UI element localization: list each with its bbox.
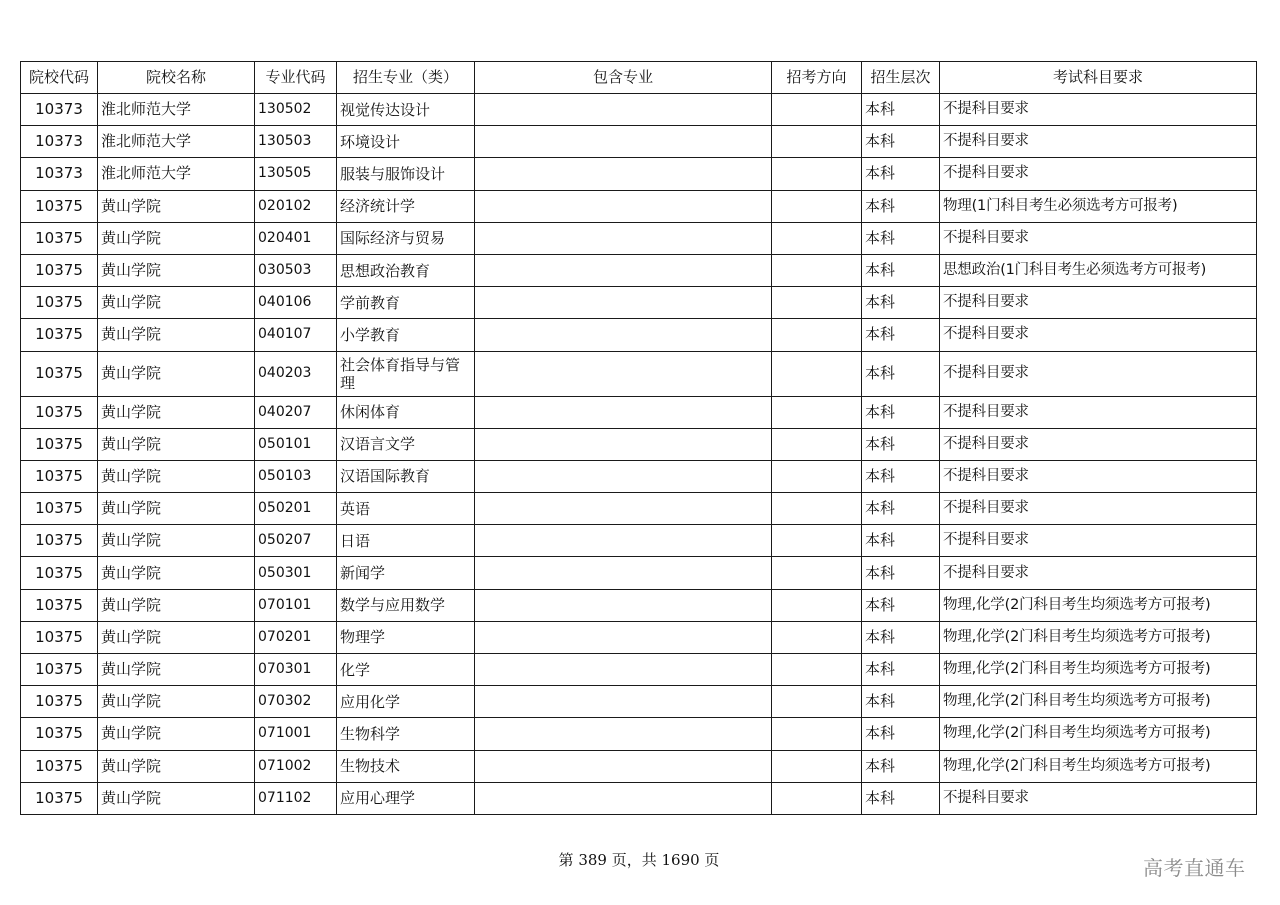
school-code-cell: 10375 <box>21 396 98 428</box>
direction-cell <box>772 782 862 814</box>
school-name-cell: 黄山学院 <box>98 396 255 428</box>
subject-requirement-cell: 不提科目要求 <box>940 782 1257 814</box>
table-row <box>21 718 1257 750</box>
school-code-cell: 10375 <box>21 654 98 686</box>
level-cell: 本科 <box>862 351 940 396</box>
school-code-cell: 10373 <box>21 126 98 158</box>
subject-requirement-cell: 物理,化学(2门科目考生均须选考方可报考) <box>940 621 1257 653</box>
direction-cell <box>772 589 862 621</box>
direction-cell <box>772 493 862 525</box>
major-name-cell: 休闲体育 <box>337 396 475 428</box>
major-name-cell: 数学与应用数学 <box>337 589 475 621</box>
major-name-cell: 汉语国际教育 <box>337 460 475 492</box>
table-row <box>21 351 1257 396</box>
included-majors-cell <box>475 222 772 254</box>
school-code-cell: 10375 <box>21 287 98 319</box>
school-name-cell: 黄山学院 <box>98 589 255 621</box>
direction-cell <box>772 351 862 396</box>
level-cell: 本科 <box>862 158 940 190</box>
table-row <box>21 158 1257 190</box>
level-cell: 本科 <box>862 222 940 254</box>
direction-cell <box>772 126 862 158</box>
table-row <box>21 190 1257 222</box>
direction-cell <box>772 222 862 254</box>
major-name-cell: 国际经济与贸易 <box>337 222 475 254</box>
major-code-cell: 020102 <box>255 190 337 222</box>
included-majors-cell <box>475 94 772 126</box>
major-code-cell: 071001 <box>255 718 337 750</box>
table-body <box>21 94 1257 815</box>
subject-requirement-cell: 不提科目要求 <box>940 396 1257 428</box>
major-code-cell: 050101 <box>255 428 337 460</box>
subject-requirement-cell: 不提科目要求 <box>940 319 1257 351</box>
included-majors-cell <box>475 319 772 351</box>
direction-cell <box>772 94 862 126</box>
major-code-cell: 130505 <box>255 158 337 190</box>
major-code-cell: 050201 <box>255 493 337 525</box>
school-name-cell: 黄山学院 <box>98 493 255 525</box>
included-majors-cell <box>475 126 772 158</box>
major-name-cell: 英语 <box>337 493 475 525</box>
header-subject-requirement: 考试科目要求 <box>940 62 1257 94</box>
school-name-cell: 黄山学院 <box>98 254 255 286</box>
subject-requirement-cell: 物理(1门科目考生必须选考方可报考) <box>940 190 1257 222</box>
included-majors-cell <box>475 493 772 525</box>
table-row <box>21 493 1257 525</box>
header-included-majors: 包含专业 <box>475 62 772 94</box>
level-cell: 本科 <box>862 557 940 589</box>
subject-requirement-cell: 不提科目要求 <box>940 557 1257 589</box>
included-majors-cell <box>475 718 772 750</box>
school-code-cell: 10375 <box>21 686 98 718</box>
school-code-cell: 10375 <box>21 782 98 814</box>
school-name-cell: 黄山学院 <box>98 351 255 396</box>
school-code-cell: 10375 <box>21 190 98 222</box>
major-code-cell: 050301 <box>255 557 337 589</box>
direction-cell <box>772 254 862 286</box>
school-code-cell: 10375 <box>21 589 98 621</box>
subject-requirement-cell: 不提科目要求 <box>940 126 1257 158</box>
level-cell: 本科 <box>862 396 940 428</box>
table-row <box>21 525 1257 557</box>
direction-cell <box>772 460 862 492</box>
school-name-cell: 黄山学院 <box>98 319 255 351</box>
level-cell: 本科 <box>862 750 940 782</box>
table-row <box>21 287 1257 319</box>
major-code-cell: 030503 <box>255 254 337 286</box>
level-cell: 本科 <box>862 718 940 750</box>
level-cell: 本科 <box>862 460 940 492</box>
subject-requirement-cell: 不提科目要求 <box>940 493 1257 525</box>
major-name-cell: 物理学 <box>337 621 475 653</box>
level-cell: 本科 <box>862 525 940 557</box>
table-row <box>21 589 1257 621</box>
table-row <box>21 782 1257 814</box>
included-majors-cell <box>475 351 772 396</box>
table-row <box>21 686 1257 718</box>
school-code-cell: 10375 <box>21 351 98 396</box>
major-name-cell: 新闻学 <box>337 557 475 589</box>
table-row <box>21 654 1257 686</box>
included-majors-cell <box>475 621 772 653</box>
direction-cell <box>772 718 862 750</box>
level-cell: 本科 <box>862 190 940 222</box>
subject-requirement-cell: 不提科目要求 <box>940 525 1257 557</box>
page-number: 第 389 页，共 1690 页 <box>558 851 720 869</box>
subject-requirement-cell: 物理,化学(2门科目考生均须选考方可报考) <box>940 654 1257 686</box>
header-major-code: 专业代码 <box>255 62 337 94</box>
school-code-cell: 10375 <box>21 319 98 351</box>
subject-requirement-cell: 物理,化学(2门科目考生均须选考方可报考) <box>940 589 1257 621</box>
included-majors-cell <box>475 589 772 621</box>
major-name-cell: 服装与服饰设计 <box>337 158 475 190</box>
subject-requirement-cell: 不提科目要求 <box>940 351 1257 396</box>
subject-requirement-cell: 不提科目要求 <box>940 94 1257 126</box>
header-level: 招生层次 <box>862 62 940 94</box>
major-code-cell: 070101 <box>255 589 337 621</box>
major-code-cell: 070201 <box>255 621 337 653</box>
table-row <box>21 750 1257 782</box>
major-code-cell: 071102 <box>255 782 337 814</box>
school-code-cell: 10375 <box>21 222 98 254</box>
major-name-cell: 思想政治教育 <box>337 254 475 286</box>
header-school-code: 院校代码 <box>21 62 98 94</box>
school-name-cell: 黄山学院 <box>98 654 255 686</box>
school-name-cell: 黄山学院 <box>98 750 255 782</box>
table-row <box>21 621 1257 653</box>
level-cell: 本科 <box>862 654 940 686</box>
school-code-cell: 10375 <box>21 428 98 460</box>
major-code-cell: 050103 <box>255 460 337 492</box>
school-name-cell: 黄山学院 <box>98 525 255 557</box>
subject-requirement-cell: 物理,化学(2门科目考生均须选考方可报考) <box>940 718 1257 750</box>
direction-cell <box>772 750 862 782</box>
school-name-cell: 黄山学院 <box>98 222 255 254</box>
table-row <box>21 126 1257 158</box>
subject-requirement-cell: 不提科目要求 <box>940 287 1257 319</box>
direction-cell <box>772 557 862 589</box>
major-name-cell: 环境设计 <box>337 126 475 158</box>
direction-cell <box>772 190 862 222</box>
table-row <box>21 254 1257 286</box>
subject-requirement-cell: 不提科目要求 <box>940 428 1257 460</box>
included-majors-cell <box>475 654 772 686</box>
school-name-cell: 淮北师范大学 <box>98 94 255 126</box>
level-cell: 本科 <box>862 254 940 286</box>
level-cell: 本科 <box>862 126 940 158</box>
direction-cell <box>772 287 862 319</box>
level-cell: 本科 <box>862 493 940 525</box>
header-major-name: 招生专业（类） <box>337 62 475 94</box>
school-code-cell: 10375 <box>21 460 98 492</box>
header-row <box>21 62 1257 94</box>
major-code-cell: 071002 <box>255 750 337 782</box>
level-cell: 本科 <box>862 319 940 351</box>
major-code-cell: 070301 <box>255 654 337 686</box>
school-name-cell: 黄山学院 <box>98 621 255 653</box>
school-name-cell: 黄山学院 <box>98 686 255 718</box>
table-row <box>21 222 1257 254</box>
school-code-cell: 10375 <box>21 557 98 589</box>
school-name-cell: 淮北师范大学 <box>98 158 255 190</box>
school-name-cell: 黄山学院 <box>98 782 255 814</box>
major-code-cell: 040203 <box>255 351 337 396</box>
major-name-cell: 汉语言文学 <box>337 428 475 460</box>
included-majors-cell <box>475 750 772 782</box>
subject-requirement-cell: 不提科目要求 <box>940 460 1257 492</box>
table-row <box>21 428 1257 460</box>
major-name-cell: 生物技术 <box>337 750 475 782</box>
school-name-cell: 黄山学院 <box>98 428 255 460</box>
direction-cell <box>772 621 862 653</box>
school-name-cell: 黄山学院 <box>98 190 255 222</box>
included-majors-cell <box>475 158 772 190</box>
level-cell: 本科 <box>862 428 940 460</box>
major-name-cell: 小学教育 <box>337 319 475 351</box>
included-majors-cell <box>475 525 772 557</box>
subject-requirement-cell: 不提科目要求 <box>940 158 1257 190</box>
included-majors-cell <box>475 287 772 319</box>
major-code-cell: 020401 <box>255 222 337 254</box>
table-row <box>21 319 1257 351</box>
school-code-cell: 10375 <box>21 493 98 525</box>
table-row <box>21 460 1257 492</box>
school-name-cell: 黄山学院 <box>98 718 255 750</box>
school-code-cell: 10373 <box>21 94 98 126</box>
direction-cell <box>772 654 862 686</box>
major-code-cell: 040106 <box>255 287 337 319</box>
watermark-text: 高考直通车 <box>1143 856 1246 880</box>
major-code-cell: 040107 <box>255 319 337 351</box>
major-name-cell: 社会体育指导与管理 <box>337 351 475 396</box>
included-majors-cell <box>475 782 772 814</box>
subject-requirement-cell: 不提科目要求 <box>940 222 1257 254</box>
direction-cell <box>772 158 862 190</box>
major-name-cell: 视觉传达设计 <box>337 94 475 126</box>
header-school-name: 院校名称 <box>98 62 255 94</box>
included-majors-cell <box>475 428 772 460</box>
included-majors-cell <box>475 190 772 222</box>
school-code-cell: 10375 <box>21 750 98 782</box>
level-cell: 本科 <box>862 621 940 653</box>
subject-requirement-cell: 物理,化学(2门科目考生均须选考方可报考) <box>940 750 1257 782</box>
subject-requirement-cell: 物理,化学(2门科目考生均须选考方可报考) <box>940 686 1257 718</box>
school-name-cell: 黄山学院 <box>98 287 255 319</box>
included-majors-cell <box>475 460 772 492</box>
level-cell: 本科 <box>862 94 940 126</box>
included-majors-cell <box>475 396 772 428</box>
major-name-cell: 生物科学 <box>337 718 475 750</box>
school-code-cell: 10373 <box>21 158 98 190</box>
subject-requirement-cell: 思想政治(1门科目考生必须选考方可报考) <box>940 254 1257 286</box>
table-row <box>21 94 1257 126</box>
major-name-cell: 日语 <box>337 525 475 557</box>
major-name-cell: 应用化学 <box>337 686 475 718</box>
school-code-cell: 10375 <box>21 254 98 286</box>
school-code-cell: 10375 <box>21 621 98 653</box>
major-name-cell: 经济统计学 <box>337 190 475 222</box>
direction-cell <box>772 428 862 460</box>
major-code-cell: 130502 <box>255 94 337 126</box>
direction-cell <box>772 525 862 557</box>
school-code-cell: 10375 <box>21 718 98 750</box>
header-direction: 招考方向 <box>772 62 862 94</box>
major-code-cell: 040207 <box>255 396 337 428</box>
major-code-cell: 050207 <box>255 525 337 557</box>
school-code-cell: 10375 <box>21 525 98 557</box>
level-cell: 本科 <box>862 589 940 621</box>
table-row <box>21 396 1257 428</box>
school-name-cell: 黄山学院 <box>98 557 255 589</box>
major-name-cell: 学前教育 <box>337 287 475 319</box>
included-majors-cell <box>475 557 772 589</box>
admission-table <box>20 61 1257 815</box>
direction-cell <box>772 686 862 718</box>
level-cell: 本科 <box>862 686 940 718</box>
direction-cell <box>772 319 862 351</box>
school-name-cell: 淮北师范大学 <box>98 126 255 158</box>
school-name-cell: 黄山学院 <box>98 460 255 492</box>
major-code-cell: 070302 <box>255 686 337 718</box>
direction-cell <box>772 396 862 428</box>
table-row <box>21 557 1257 589</box>
included-majors-cell <box>475 254 772 286</box>
major-code-cell: 130503 <box>255 126 337 158</box>
included-majors-cell <box>475 686 772 718</box>
major-name-cell: 化学 <box>337 654 475 686</box>
major-name-cell: 应用心理学 <box>337 782 475 814</box>
level-cell: 本科 <box>862 782 940 814</box>
level-cell: 本科 <box>862 287 940 319</box>
